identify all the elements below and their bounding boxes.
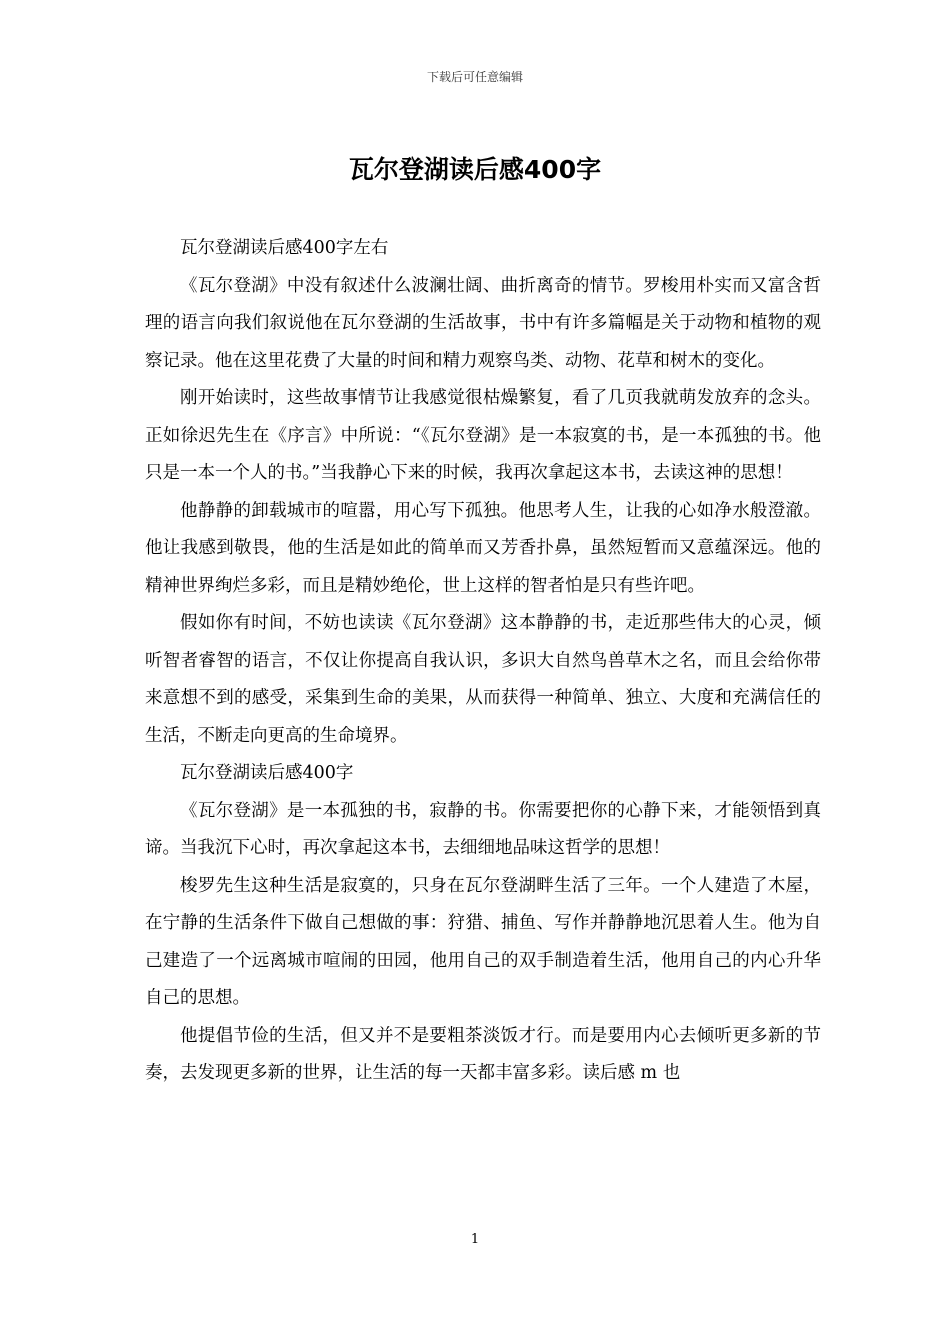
paragraph-2-1: 《瓦尔登湖》是一本孤独的书，寂静的书。你需要把你的心静下来，才能领悟到真谛。当我沉下心时，再次拿起这本书，去细细地品味这哲学的思想！ (145, 800, 821, 858)
paragraph-1-2: 刚开始读时，这些故事情节让我感觉很枯燥繁复，看了几页我就萌发放弃的念头。正如徐迟先生在《序言》中所说：“《瓦尔登湖》是一本寂寞的书，是一本孤独的书。他只是一本一个人的书。”当我静心下来的时候，我再次拿起这本书，去读这神的思想！ (145, 388, 821, 483)
page-number: 1 (470, 1232, 480, 1247)
paragraph-2-2: 梭罗先生这种生活是寂寞的，只身在瓦尔登湖畔生活了三年。一个人建造了木屋，在宁静的生活条件下做自己想做的事：狩猎、捕鱼、写作并静静地沉思着人生。他为自己建造了一个远离城市喧闹的田园，他用自己的双手制造着生活，他用自己的内心升华自己的思想。 (145, 875, 821, 1008)
paragraph-1-1: 《瓦尔登湖》中没有叙述什么波澜壮阔、曲折离奇的情节。罗梭用朴实而又富含哲理的语言向我们叙说他在瓦尔登湖的生活故事，书中有许多篇幅是关于动物和植物的观察记录。他在这里花费了大量的时间和精力观察鸟类、动物、花草和树木的变化。 (145, 275, 821, 371)
page-title: 瓦尔登湖读后感400字 (348, 155, 602, 184)
paragraph-1-4: 假如你有时间，不妨也读读《瓦尔登湖》这本静静的书，走近那些伟大的心灵，倾听智者睿智的语言，不仅让你提高自我认识，多识大自然鸟兽草木之名，而且会给你带来意想不到的感受，采集到生命的美果，从而获得一种简单、独立、大度和充满信任的生活，不断走向更高的生命境界。 (145, 613, 821, 746)
document-body (145, 230, 821, 1093)
paragraph-2-3: 他提倡节俭的生活，但又并不是要粗茶淡饭才行。而是要用内心去倾听更多新的节奏，去发现更多新的世界，让生活的每一天都丰富多彩。读后感 m 也 (145, 1025, 821, 1083)
running-header: 下载后可任意编辑 (426, 70, 523, 84)
paragraph-1-3: 他静静的卸载城市的喧嚣，用心写下孤独。他思考人生，让我的心如净水般澄澈。他让我感到敬畏，他的生活是如此的简单而又芳香扑鼻，虽然短暂而又意蕴深远。他的精神世界绚烂多彩，而且是精妙绝伦，世上这样的智者怕是只有些许吧。 (145, 500, 821, 596)
section-heading-1: 瓦尔登湖读后感400字左右 (180, 238, 389, 258)
section-heading-2: 瓦尔登湖读后感400字 (180, 763, 354, 783)
